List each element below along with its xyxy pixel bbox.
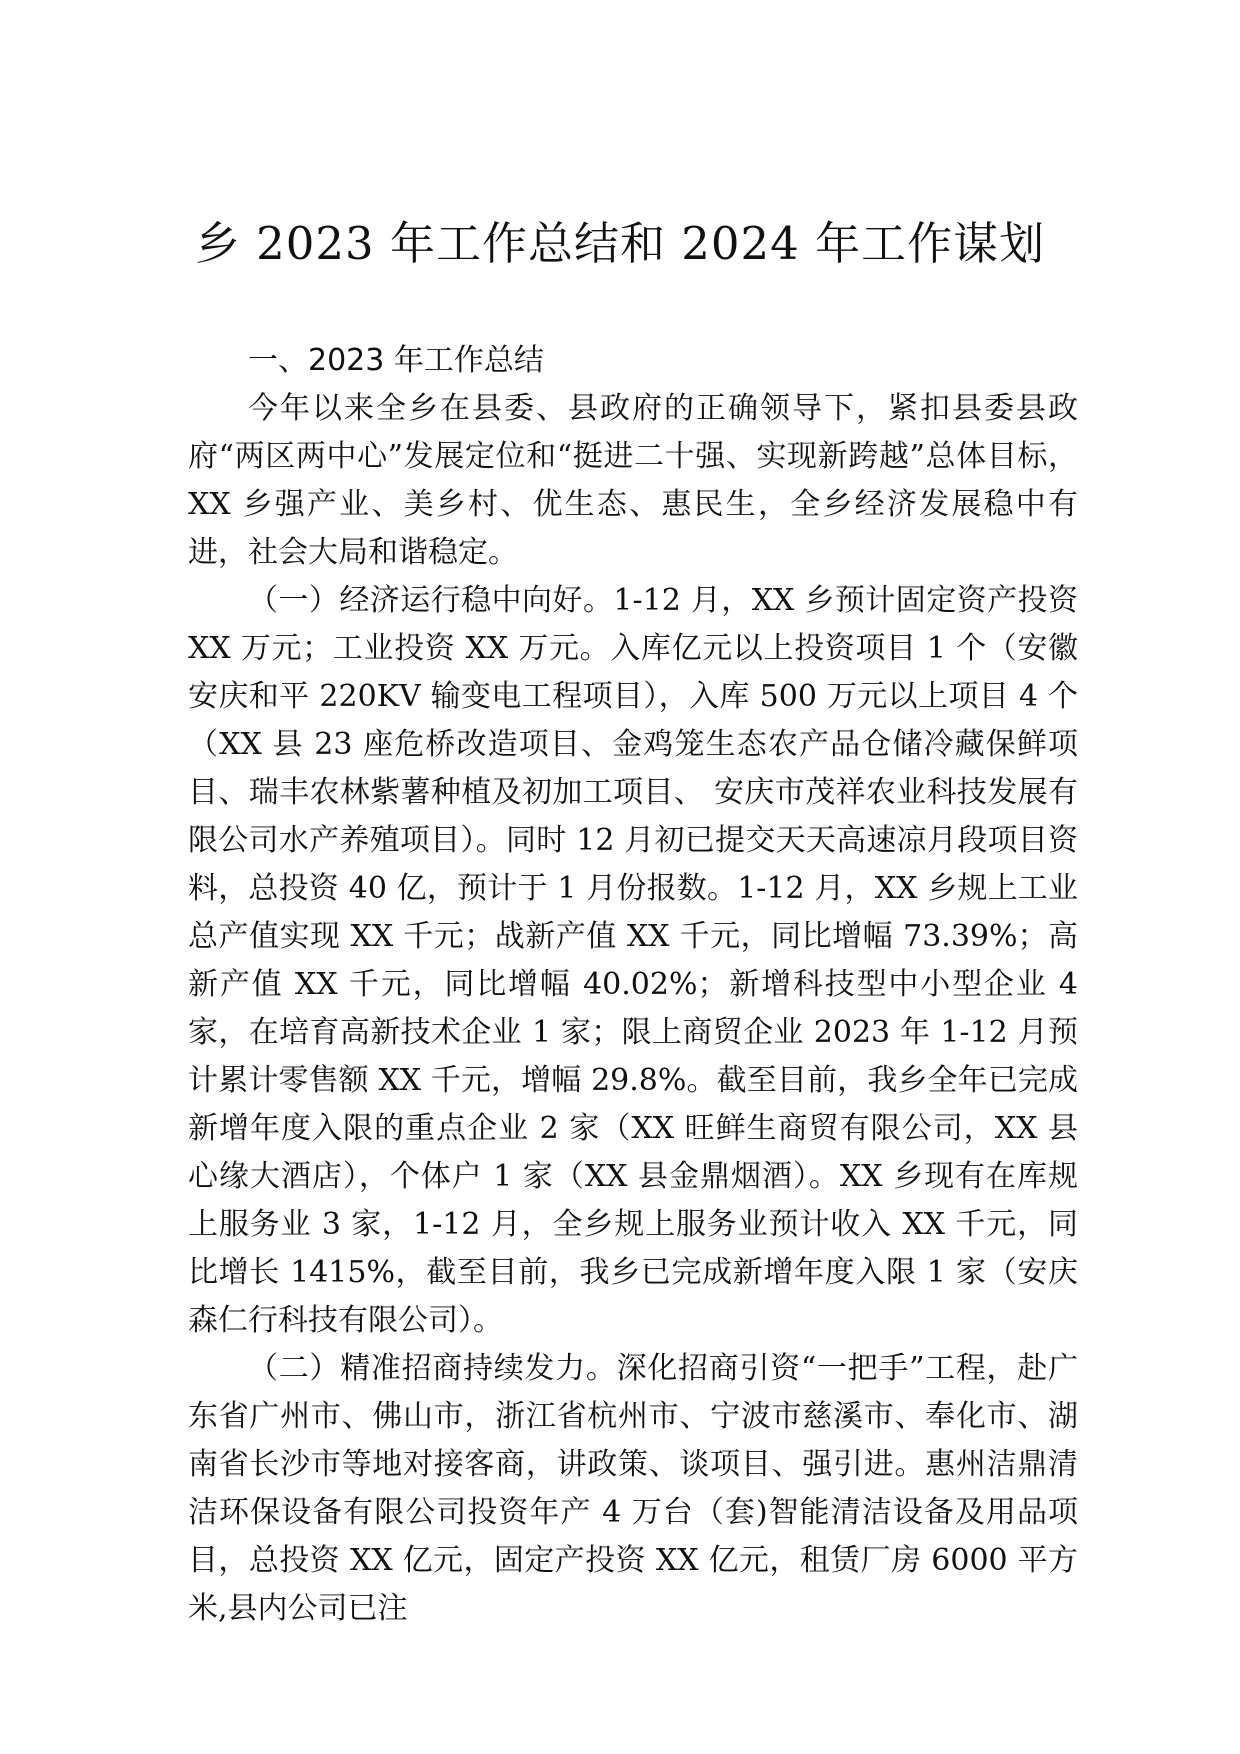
paragraph-intro: 今年以来全乡在县委、县政府的正确领导下，紧扣县委县政府“两区两中心”发展定位和“挺进二十强、实现新跨越”总体目标，XX 乡强产业、美乡村、优生态、惠民生，全乡经济发展稳中有进，社会大局和谐稳定。 xyxy=(188,391,1078,570)
paragraph-investment: （二）精准招商持续发力。深化招商引资“一把手”工程，赴广东省广州市、佛山市，浙江省杭州市、宁波市慈溪市、奉化市、湖南省长沙市等地对接客商，讲政策、谈项目、强引进。惠州洁鼎清洁环保设备有限公司投资年产 4 万台（套)智能清洁设备及用品项目，总投资 XX 亿元，固定产投资 XX 亿元，租赁厂房 6000 平方米,县内公司已注 xyxy=(188,1351,1078,1626)
paragraph-economy: （一）经济运行稳中向好。1-12 月，XX 乡预计固定资产投资 XX 万元；工业投资 XX 万元。入库亿元以上投资项目 1 个（安徽安庆和平 220KV 输变电工程项目），入库 500 万元以上项目 4 个（XX 县 23 座危桥改造项目、金鸡笼生态农产品仓储冷藏保鲜项目、瑞丰农林紫薯种植及初加工项目、 安庆市茂祥农业科技发展有限公司水产养殖项目）。同时 12 月初已提交天天高速凉月段项目资料，总投资 40 亿，预计于 1 月份报数。1-12 月，XX 乡规上工业总产值实现 XX 千元；战新产值 XX 千元，同比增幅 73.39%；高新产值 XX 千元，同比增幅 40.02%；新增科技型中小型企业 4 家，在培育高新技术企业 1 家；限上商贸企业 2023 年 1-12 月预计累计零售额 XX 千元，增幅 29.8%。截至目前，我乡全年已完成新增年度入限的重点企业 2 家（XX 旺鲜生商贸有限公司，XX 县心缘大酒店），个体户 1 家（XX 县金鼎烟酒）。XX 乡现有在库规上服务业 3 家，1-12 月，全乡规上服务业预计收入 XX 千元，同比增长 1415%，截至目前，我乡已完成新增年度入限 1 家（安庆森仁行科技有限公司）。 xyxy=(188,583,1078,1338)
document-body xyxy=(188,337,1078,1633)
section-heading: 一、2023 年工作总结 xyxy=(248,343,544,378)
document-title: 乡 2023 年工作总结和 2024 年工作谋划 xyxy=(194,217,1046,270)
